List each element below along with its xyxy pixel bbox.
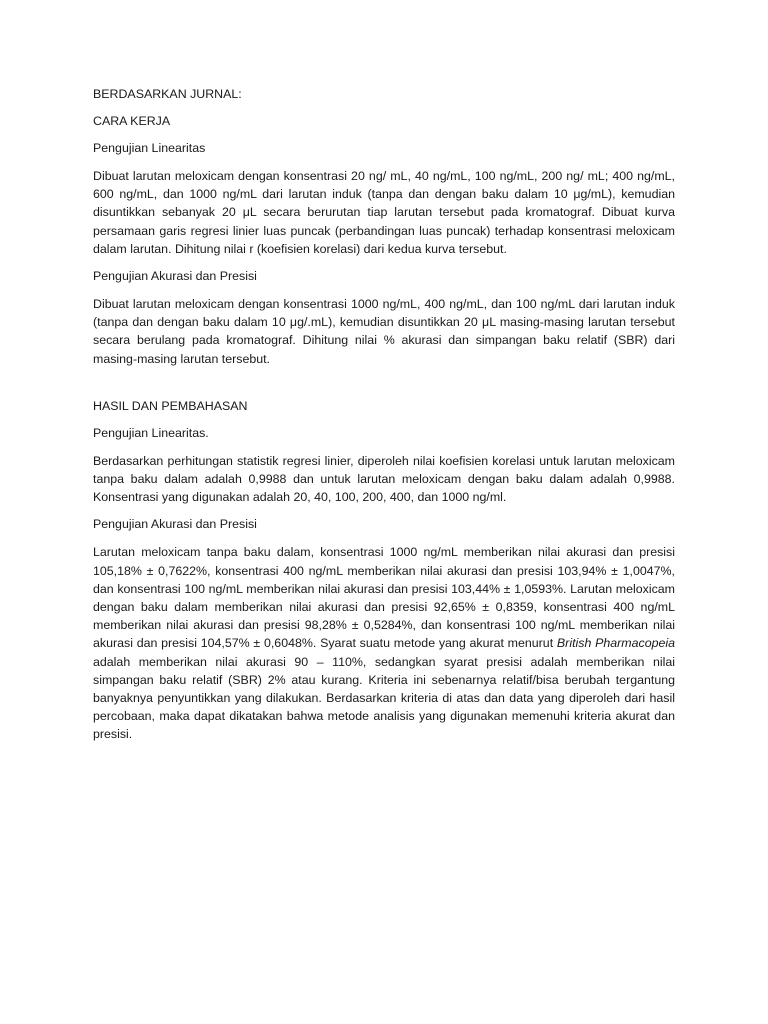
- paragraph-akurasi-presisi-result: [93, 543, 675, 743]
- section-title-akurasi-presisi: Pengujian Akurasi dan Presisi: [93, 269, 257, 284]
- heading-hasil-pembahasan: HASIL DAN PEMBAHASAN: [93, 398, 248, 413]
- heading-berdasarkan-jurnal: BERDASARKAN JURNAL:: [93, 87, 242, 101]
- paragraph-linearitas-result: Berdasarkan perhitungan statistik regresi linier, diperoleh nilai koefisien korelasi untuk larutan meloxicam tanpa baku dalam adalah 0,9988 dan untuk larutan meloxicam dengan baku dalam adalah 0,9988. Konsentrasi yang digunakan adalah 20, 40, 100, 200, 400, dan 1000 ng/ml.: [93, 453, 675, 505]
- paragraph-part-b: adalah memberikan nilai akurasi 90 – 110%, sedangkan syarat presisi adalah memberikan nilai simpangan baku relatif (SBR) 2% atau kurang. Kriteria ini sebenarnya relatif/bisa berubah tergantung banyaknya penyuntikkan yang dilakukan. Berdasarkan kriteria di atas dan data yang diperoleh dari hasil percobaan, maka dapat dikatakan bahwa metode analisis yang digunakan memenuhi kriteria akurat dan presisi.: [93, 654, 675, 742]
- british-pharmacopeia-italic: British Pharmacopeia: [556, 636, 676, 651]
- section-title-linearitas: Pengujian Linearitas: [93, 141, 206, 155]
- document-page: [93, 86, 675, 744]
- paragraph-linearitas-method: Dibuat larutan meloxicam dengan konsentrasi 20 ng/ mL, 40 ng/mL, 100 ng/mL, 200 ng/ mL; 400 ng/mL, 600 ng/mL, dan 1000 ng/mL dari larutan induk (tanpa dan dengan baku dalam 10 μg/mL), kemudian disuntikkan sebanyak 20 μL secara berurutan tiap larutan tersebut pada kromatograf. Dibuat kurva persamaan garis regresi linier luas puncak (perbandingan luas puncak) terhadap konsentrasi meloxicam dalam larutan. Dihitung nilai r (koefisien korelasi) dari kedua kurva tersebut.: [93, 169, 675, 256]
- paragraph-part-a: Larutan meloxicam tanpa baku dalam, konsentrasi 1000 ng/mL memberikan nilai akurasi dan presisi 105,18% ± 0,7622%, konsentrasi 400 ng/mL memberikan nilai akurasi dan presisi 103,94% ± 1,0047%, dan konsentrasi 100 ng/mL memberikan nilai akurasi dan presisi 103,44% ± 1,0593%. Larutan meloxicam dengan baku dalam memberikan nilai akurasi dan presisi 92,65% ± 0,8359, konsentrasi 400 ng/mL memberikan nilai akurasi dan presisi 98,28% ± 0,5284%, dan konsentrasi 100 ng/mL memberikan nilai akurasi dan presisi 104,57% ± 0,6048%. Syarat suatu metode yang akurat menurut: [93, 545, 675, 651]
- section-title-linearitas-result: Pengujian Linearitas.: [93, 425, 209, 440]
- heading-cara-kerja: CARA KERJA: [93, 114, 171, 128]
- paragraph-akurasi-presisi-method: Dibuat larutan meloxicam dengan konsentrasi 1000 ng/mL, 400 ng/mL, dan 100 ng/mL dari larutan induk (tanpa dan dengan baku dalam 10 μg/.mL), kemudian disuntikkan 20 μL masing-masing larutan tersebut secara berulang pada kromatograf. Dihitung nilai % akurasi dan simpangan baku relatif (SBR) dari masing-masing larutan tersebut.: [93, 297, 675, 366]
- section-title-akurasi-presisi-result: Pengujian Akurasi dan Presisi: [93, 517, 257, 532]
